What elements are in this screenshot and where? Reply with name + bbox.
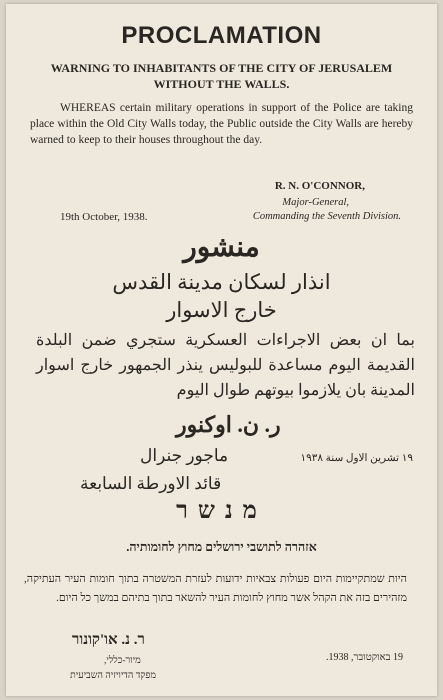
english-date: 19th October, 1938.: [60, 211, 148, 223]
hebrew-title: מנשר: [176, 498, 267, 524]
arabic-rank: ماجور جنرال: [140, 446, 229, 465]
arabic-signatory: ر. ن. اوكنور: [176, 412, 281, 437]
english-command: Commanding the Seventh Division.: [252, 211, 401, 222]
hebrew-rank: מיור-כללי,: [104, 656, 141, 666]
arabic-date: ١٩ تشرين الاول سنة ١٩٣٨: [300, 453, 413, 464]
english-subtitle: WARNING TO INHABITANTS OF THE CITY OF JERUSALEM WITHOUT THE WALLS.: [50, 61, 393, 91]
english-title: PROCLAMATION: [121, 22, 322, 49]
arabic-body: بما ان بعض الاجراءات العسكرية ستجري ضمن البلدة القديمة اليوم مساعدة للبوليس ينذر الجمهور خارج اسوار المدينة بان يلازموا بيوتهم طوال اليوم: [36, 332, 415, 399]
hebrew-signatory: ר. נ. או'קונור: [72, 632, 145, 648]
hebrew-body: היות שמתקיימות היום פעולות צבאיות ידועות לעזרת המשטרה בתוך חומות העיר העתיקה, מזהירים בזה את הקהל אשר מחוץ לחומות העיר להשאר בתוך בתיהם במשך כל היום.: [24, 573, 407, 604]
arabic-subtitle: [66, 268, 377, 324]
arabic-subtitle-line2: خارج الاسوار: [166, 298, 277, 322]
arabic-command: قائد الاورطة السابعة: [80, 474, 222, 493]
english-rank: Major-General,: [282, 197, 349, 208]
arabic-subtitle-line1: انذار لسكان مدينة القدس: [112, 270, 331, 294]
proclamation-poster: [6, 4, 437, 696]
hebrew-subtitle: אזהרה לתושבי ירושלים מחוץ לחומותיה.: [126, 540, 317, 554]
hebrew-date: 19 באוקטובר, 1938.: [325, 652, 403, 663]
arabic-title: منشور: [183, 232, 260, 263]
english-body: WHEREAS certain military operations in support of the Police are taking place within the Old City Walls today, the Public outside the City Walls are hereby warned to keep to their houses throughout the day.: [30, 102, 413, 146]
english-signatory: R. N. O'CONNOR,: [274, 180, 365, 192]
hebrew-command: מפקד הדיויזיה השביעית: [70, 671, 156, 681]
